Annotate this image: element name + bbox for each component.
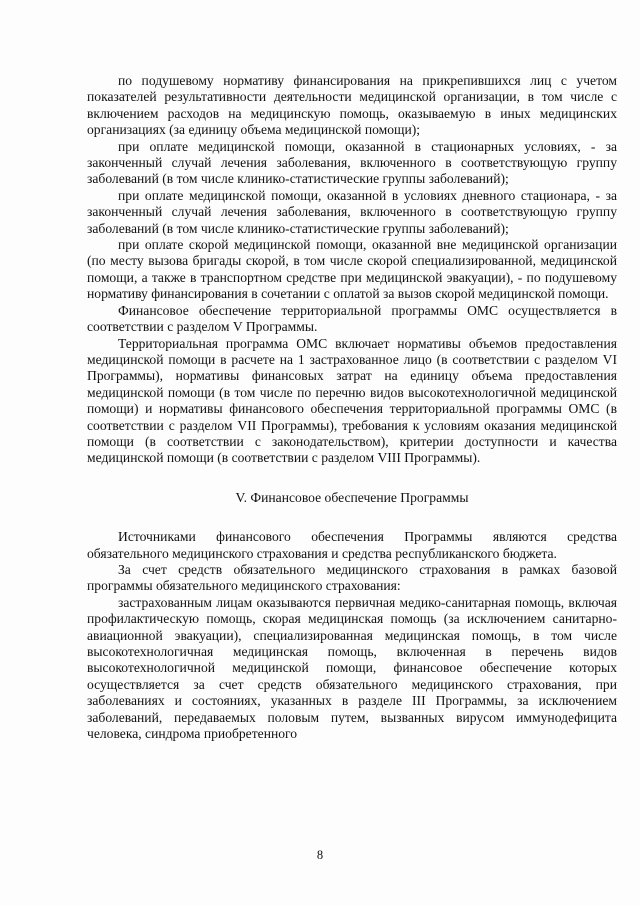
paragraph-insured-care: застрахованным лицам оказываются первичная медико-санитарная помощь, включая профилактическую помощь, скорая медицинская помощь (за исключением санитарно-авиационной эвакуации), специализированная медицинская помощь, в том числе высокотехнологичная медицинская помощь, включенная в перечень видов высокотехнологичной медицинской помощи, финансовое обеспечение которых осуществляется за счет средств обязательного медицинского страхования, при заболеваниях и состояниях, указанных в разделе III Программы, за исключением заболеваний, передаваемых половым путем, вызванных вирусом иммунодефицита человека, синдрома приобретенного [87, 594, 617, 742]
paragraph-funding-sources: Источниками финансового обеспечения Программы являются средства обязательного медицинского страхования и средства республиканского бюджета. [87, 529, 617, 561]
paragraph-oms-standards: Территориальная программа ОМС включает нормативы объемов предоставления медицинской помощи в расчете на 1 застрахованное лицо (в соответствии с разделом VI Программы), нормативы финансовых затрат на единицу объема предоставления медицинской помощи (в том числе по перечню видов высокотехнологичной медицинской помощи) и нормативы финансового обеспечения территориальной программы ОМС (в соответствии с разделом VII Программы), требования к условиям оказания медицинской помощи (в соответствии с законодательством), критерии доступности и качества медицинской помощи (в соответствии с разделом VIII Программы). [87, 335, 617, 466]
paragraph-inpatient-payment: при оплате медицинской помощи, оказанной в стационарных условиях, - за законченный случай лечения заболевания, включенного в соответствующую группу заболеваний (в том числе клинико-статистические группы заболеваний); [87, 138, 617, 187]
paragraph-capitation-continuation: по подушевому нормативу финансирования на прикрепившихся лиц с учетом показателей результативности деятельности медицинской организации, в том числе с включением расходов на медицинскую помощь, оказываемую в иных медицинских организациях (за единицу объема медицинской помощи); [87, 73, 617, 138]
page-number: 8 [316, 848, 324, 862]
paragraph-oms-financing: Финансовое обеспечение территориальной программы ОМС осуществляется в соответствии с разделом V Программы. [87, 302, 617, 335]
paragraph-day-hospital-payment: при оплате медицинской помощи, оказанной в условиях дневного стационара, - за законченный случай лечения заболевания, включенного в соответствующую группу заболеваний (в том числе клинико-статистические группы заболеваний); [87, 187, 617, 236]
section-heading: V. Финансовое обеспечение Программы [235, 489, 469, 505]
paragraph-ambulance-payment: при оплате скорой медицинской помощи, оказанной вне медицинской организации (по месту вызова бригады скорой, в том числе скорой специализированной, медицинской помощи, а также в транспортном средстве при медицинской эвакуации), - по подушевому нормативу финансирования в сочетании с оплатой за вызов скорой медицинской помощи. [87, 237, 617, 302]
paragraph-oms-base-program: За счет средств обязательного медицинского страхования в рамках базовой программы обязательного медицинского страхования: [87, 561, 617, 594]
document-body [87, 73, 617, 742]
